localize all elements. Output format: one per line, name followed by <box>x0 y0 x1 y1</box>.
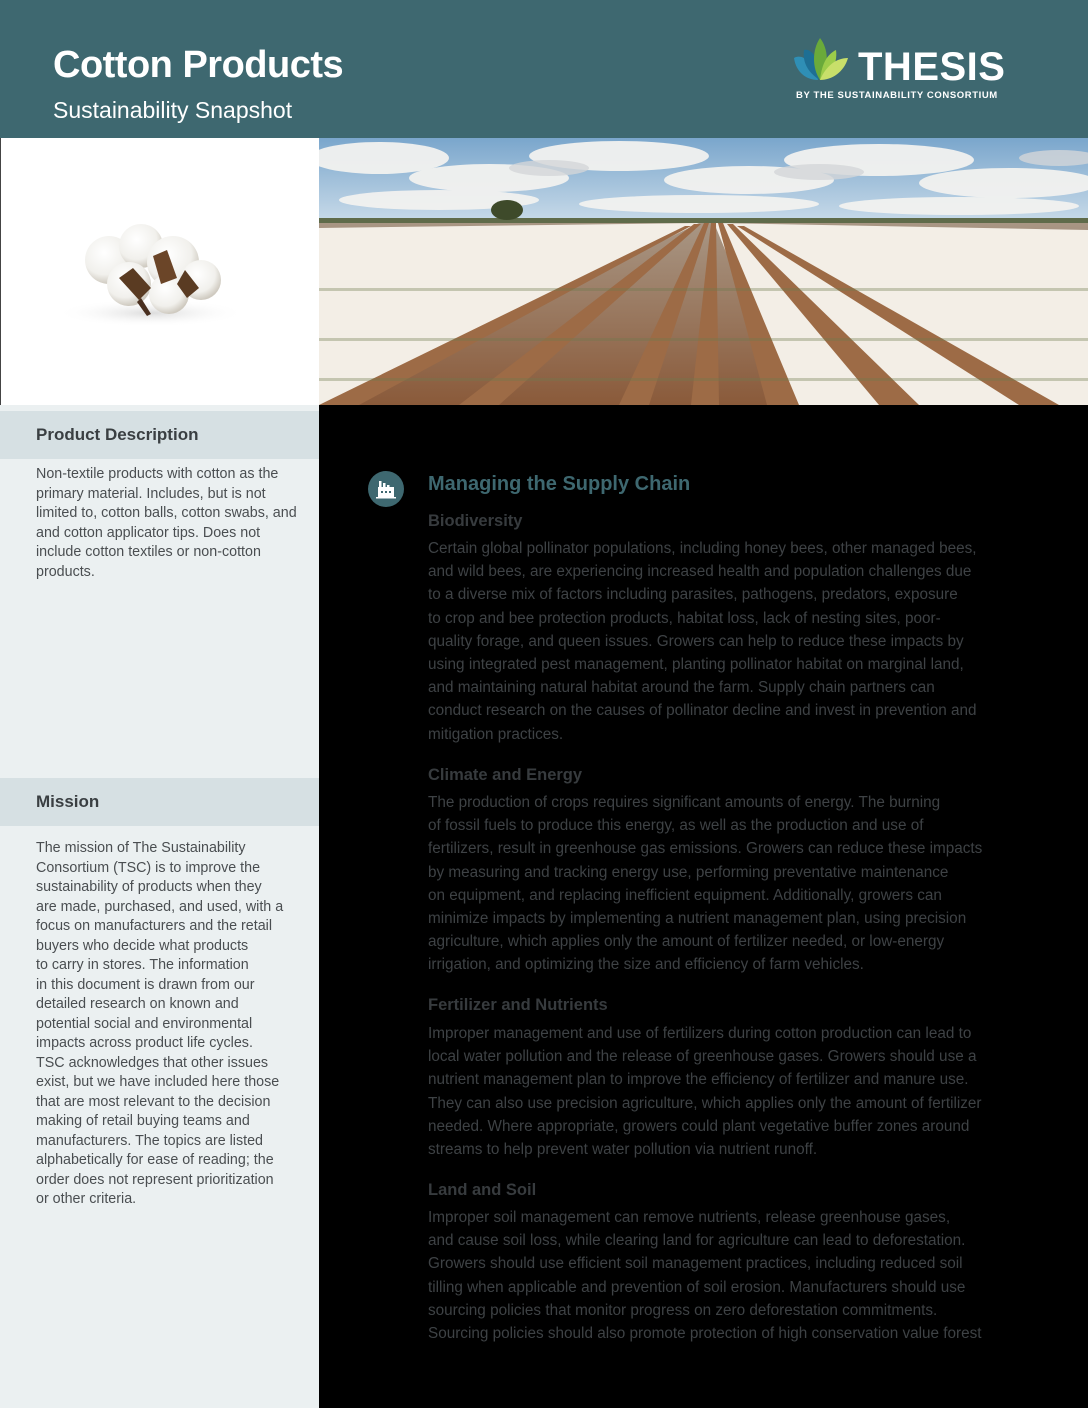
climate-energy-heading: Climate and Energy <box>428 766 583 784</box>
factory-icon <box>368 471 404 507</box>
product-description-heading: Product Description <box>36 425 199 444</box>
cotton-boll-image <box>0 138 319 405</box>
cotton-field-image <box>319 138 1088 405</box>
sidebar <box>0 405 319 1408</box>
page-subtitle: Sustainability Snapshot <box>53 97 293 123</box>
biodiversity-heading: Biodiversity <box>428 512 523 530</box>
leaf-logo-icon <box>790 36 854 86</box>
mission-heading: Mission <box>36 792 100 811</box>
land-soil-heading: Land and Soil <box>428 1181 537 1199</box>
fertilizer-nutrients-heading: Fertilizer and Nutrients <box>428 996 608 1014</box>
page-header <box>0 0 1088 138</box>
mission-text: The mission of The Sustainability Consortium (TSC) is to improve the sustainability of products when they are made, purchased, and used, with a focus on manufacturers and the retail buyers who decide what products to carry in stores. The information in this document is drawn from our detailed research on known and potential social and environmental impacts across product life cycles. TSC acknowledges that other issues exist, but we have included here those that are most relevant to the decision making of retail buying teams and manufacturers. The topics are listed alphabetically for ease of reading; the order does not represent prioritization or other criteria. <box>36 840 284 1207</box>
thesis-logo <box>790 36 1030 106</box>
section-title: Managing the Supply Chain <box>428 473 691 495</box>
main-content <box>319 405 1088 1408</box>
land-soil-text: Improper soil management can remove nutrients, release greenhouse gases, and cause soil loss, while clearing land for agriculture can lead to deforestation. Growers should use efficient soil management practices, including reduced soil tilling when applicable and prevention of soil erosion. Manufacturers should use sourcing policies that monitor progress on zero deforestation commitments. Sourcing policies should also promote protection of high conservation value forest <box>428 1209 982 1343</box>
fertilizer-nutrients-text: Improper management and use of fertilizers during cotton production can lead to local water pollution and the release of greenhouse gases. Growers should use a nutrient management plan to improve the efficiency of fertilizer and manure use. They can also use precision agriculture, which applies only the amount of fertilizer needed. Where appropriate, growers could plant vegetative buffer zones around streams to help prevent water pollution via nutrient runoff. <box>428 1025 982 1159</box>
biodiversity-text: Certain global pollinator populations, including honey bees, other managed bees, and wild bees, are experiencing increased health and population challenges due to a diverse mix of factors including parasites, pathogens, predators, exposure to crop and bee protection products, habitat loss, lack of nesting sites, poor- quality forage, and queen issues. Growers can help to reduce these impacts by using integrated pest management, planting pollinator habitat on marginal land, and maintaining natural habitat around the farm. Supply chain partners can conduct research on the causes of pollinator decline and invest in prevention and mitigation practices. <box>428 540 977 743</box>
logo-wordmark: THESIS <box>858 45 1006 89</box>
mission-header <box>0 778 319 826</box>
climate-energy-text: The production of crops requires significant amounts of energy. The burning of fossil fuels to produce this energy, as well as the production and use of fertilizers, result in greenhouse gas emissions. Growers can reduce these impacts by measuring and tracking energy use, performing preventative maintenance on equipment, and replacing inefficient equipment. Additionally, growers can minimize impacts by implementing a nutrient management plan, using precision agriculture, which applies only the amount of fertilizer needed, or low-energy irrigation, and optimizing the size and efficiency of farm vehicles. <box>428 794 983 974</box>
page-title: Cotton Products <box>53 44 344 86</box>
logo-tagline: BY THE SUSTAINABILITY CONSORTIUM <box>796 90 998 101</box>
product-description-text: Non-textile products with cotton as the primary material. Includes, but is not limited to, cotton balls, cotton swabs, and and cotton applicator tips. Does not include cotton textiles or non-cotton products. <box>36 466 297 580</box>
product-description-header <box>0 411 319 459</box>
